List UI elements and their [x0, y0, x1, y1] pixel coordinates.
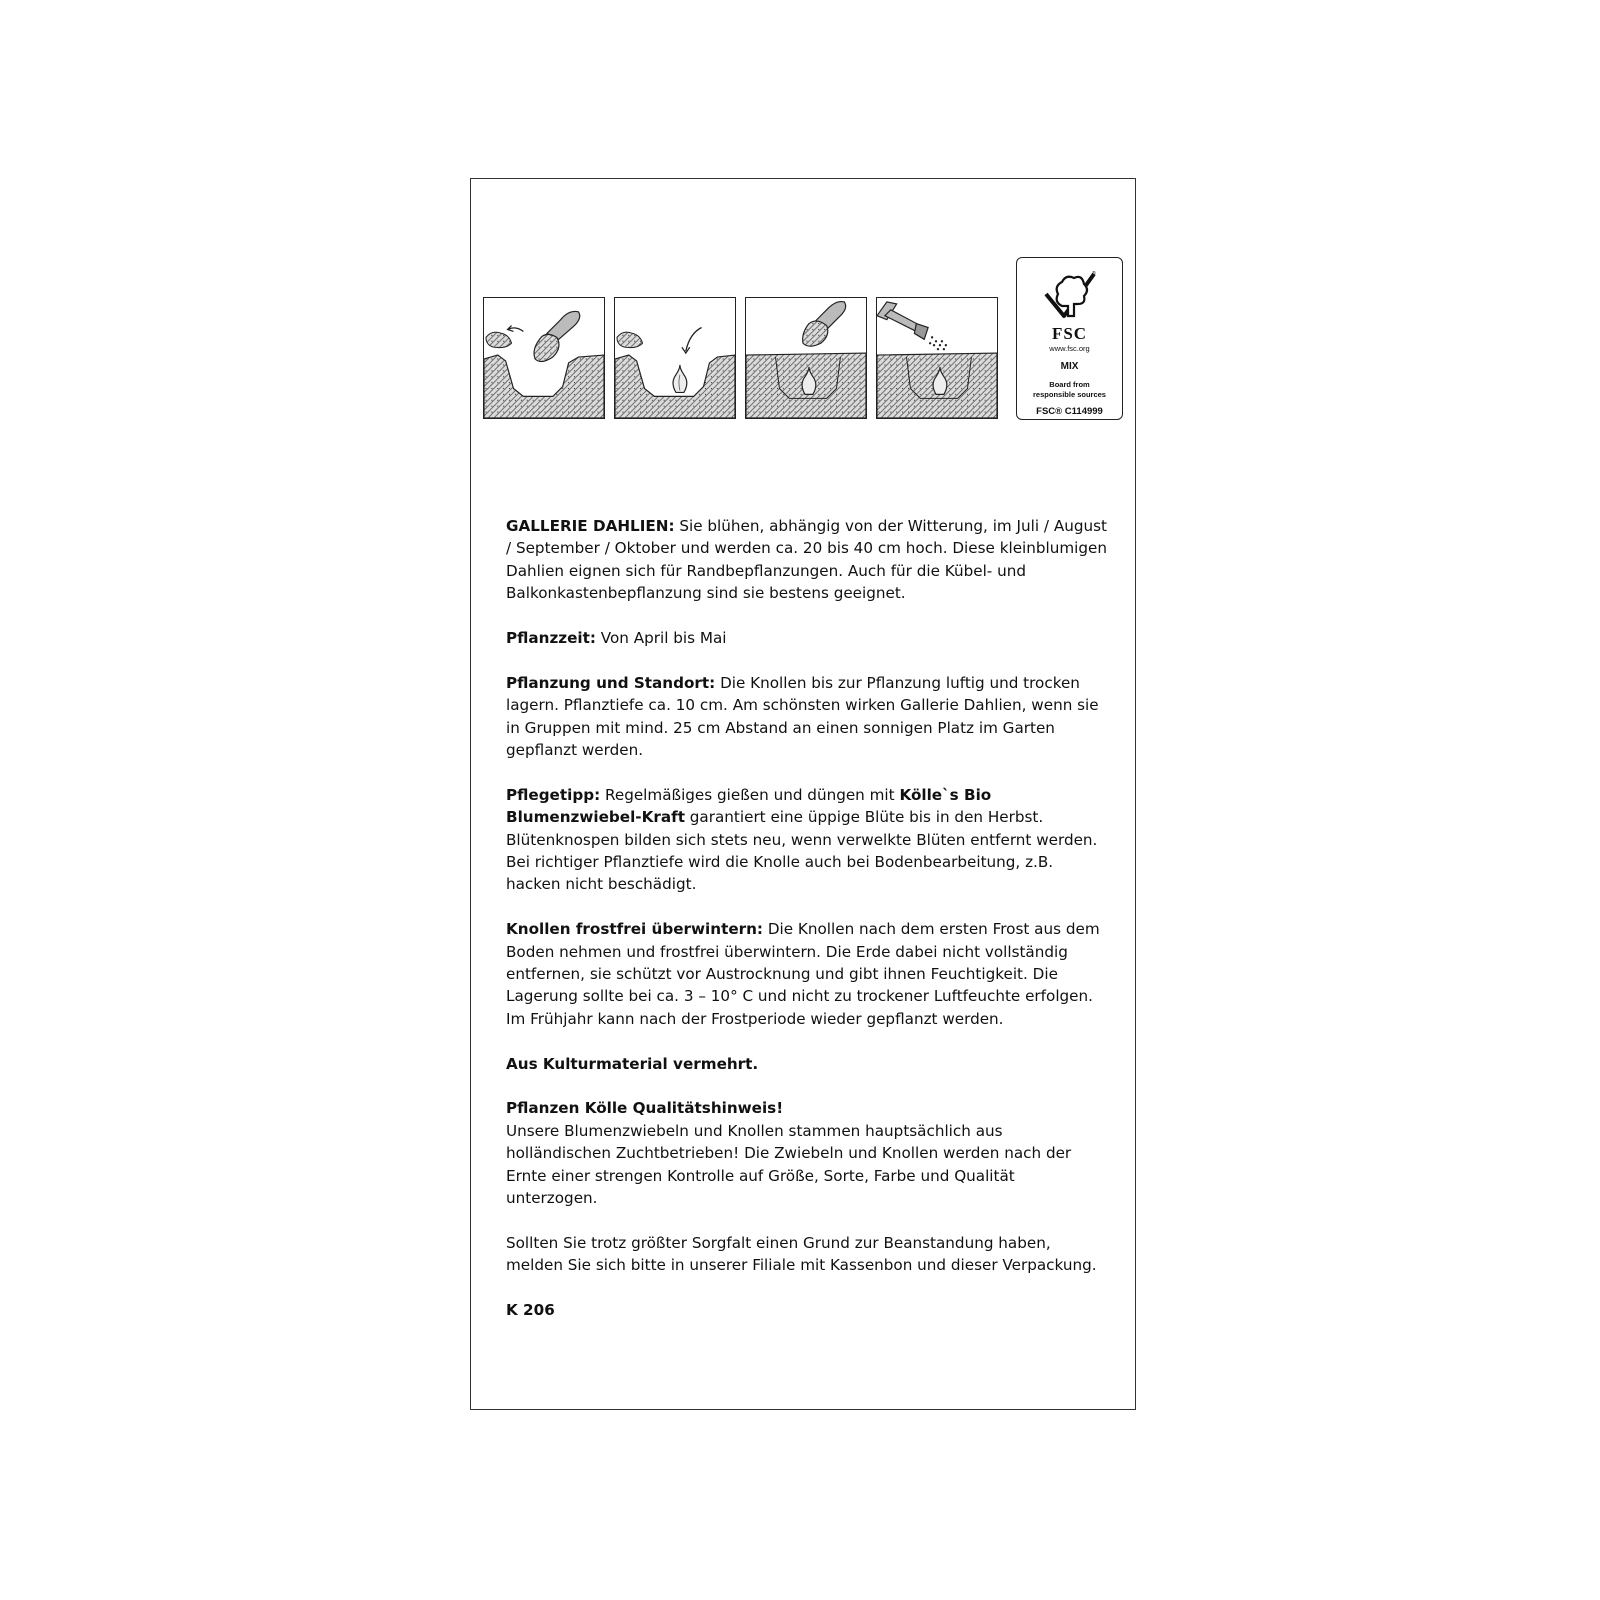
step-3-cover-soil	[745, 297, 867, 419]
svg-text:®: ®	[1091, 271, 1096, 277]
step-4-water	[876, 297, 998, 419]
pflanzung-text: Die Knollen bis zur Pflanzung luftig und trocken lagern. Pflanztiefe ca. 10 cm. Am schönsten wirken Gallerie Dahlien, wenn sie in Gruppen mit mind. 25 cm Abstand an einen sonnigen Platz im Garten gepflanzt werden.	[506, 673, 1099, 760]
paragraph-beanstandung	[506, 1232, 1111, 1277]
paragraph-kulturmaterial	[506, 1053, 1111, 1075]
paragraph-qualitaet	[506, 1097, 1111, 1209]
paragraph-description	[506, 515, 1111, 605]
heading-pflanzzeit: Pflanzzeit:	[506, 629, 596, 648]
heading-qualitaetshinweis: Pflanzen Kölle Qualitätshinweis!	[506, 1099, 784, 1118]
fsc-board-line-1: Board from	[1049, 380, 1090, 389]
step-2-place-tuber	[614, 297, 736, 419]
dig-hole-icon	[484, 298, 604, 418]
fsc-code: FSC® C114999	[1036, 406, 1103, 417]
ueberwintern-text: Die Knollen nach dem ersten Frost aus dem Boden nehmen und frostfrei überwintern. Die Erde dabei nicht vollständig entfernen, sie schützt vor Austrocknung und gibt ihnen Feuchtigkeit. Die Lagerung sollte bei ca. 3 – 10° C und nicht zu trockener Luftfeuchte erfolgen. Im Frühjahr kann nach der Frostperiode wieder gepflanzt werden.	[506, 920, 1100, 1028]
packaging-back	[470, 178, 1136, 1410]
cover-soil-icon	[746, 298, 866, 418]
water-icon	[877, 298, 997, 418]
heading-kulturmaterial: Aus Kulturmaterial vermehrt.	[506, 1054, 759, 1073]
step-1-dig-hole	[483, 297, 605, 419]
paragraph-pflegetipp	[506, 784, 1111, 896]
fsc-brand: FSC	[1051, 324, 1088, 343]
fsc-board-line-2: responsible sources	[1033, 390, 1106, 399]
qualitaet-text: Unsere Blumenzwiebeln und Knollen stammen hauptsächlich aus holländischen Zuchtbetrieben! Die Zwiebeln und Knollen werden nach der Ernte einer strengen Kontrolle auf Größe, Sorte, Farbe und Qualität unterzogen.	[506, 1121, 1072, 1208]
fsc-url: www.fsc.org	[1049, 344, 1090, 353]
fsc-mix-label: MIX	[1060, 361, 1079, 372]
product-name-fertilizer: Kölle`s Bio Blumenzwiebel-Kraft	[506, 785, 992, 827]
paragraph-code	[506, 1299, 1111, 1321]
place-tuber-icon	[615, 298, 735, 418]
product-code: K 206	[506, 1301, 555, 1320]
paragraph-pflanzzeit	[506, 627, 1111, 649]
heading-pflegetipp: Pflegetipp:	[506, 785, 601, 804]
pflegetipp-text-1: Regelmäßiges gießen und düngen mit	[600, 785, 900, 804]
description-text: Sie blühen, abhängig von der Witterung, im Juli / August / September / Oktober und werden ca. 20 bis 40 cm hoch. Diese kleinblumigen Dahlien eignen sich für Randbepflanzungen. Auch für die Kübel- und Balkonkastenbepflanzung sind sie bestens geeignet.	[506, 517, 1108, 603]
heading-pflanzung-standort: Pflanzung und Standort:	[506, 673, 716, 692]
fsc-logo	[1016, 257, 1123, 420]
heading-gallerie-dahlien: GALLERIE DAHLIEN:	[506, 517, 675, 535]
fsc-tree-checkmark-icon	[1040, 266, 1100, 326]
product-description	[506, 515, 1111, 1344]
paragraph-pflanzung	[506, 672, 1111, 762]
paragraph-ueberwintern	[506, 918, 1111, 1030]
heading-ueberwintern: Knollen frostfrei überwintern:	[506, 920, 764, 939]
beanstandung-text: Sollten Sie trotz größter Sorgfalt einen Grund zur Beanstandung haben, melden Sie sich bitte in unserer Filiale mit Kassenbon und dieser Verpackung.	[506, 1233, 1097, 1275]
pflegetipp-text-2: garantiert eine üppige Blüte bis in den Herbst. Blütenknospen bilden sich stets neu, wenn verwelkte Blüten entfernt werden. Bei richtiger Pflanztiefe wird die Knolle auch bei Bodenbearbeitung, z.B. hacken nicht beschädigt.	[506, 808, 1098, 894]
planting-steps	[483, 297, 1003, 421]
fsc-board-text	[1017, 380, 1122, 400]
pflanzzeit-text: Von April bis Mai	[595, 629, 727, 648]
